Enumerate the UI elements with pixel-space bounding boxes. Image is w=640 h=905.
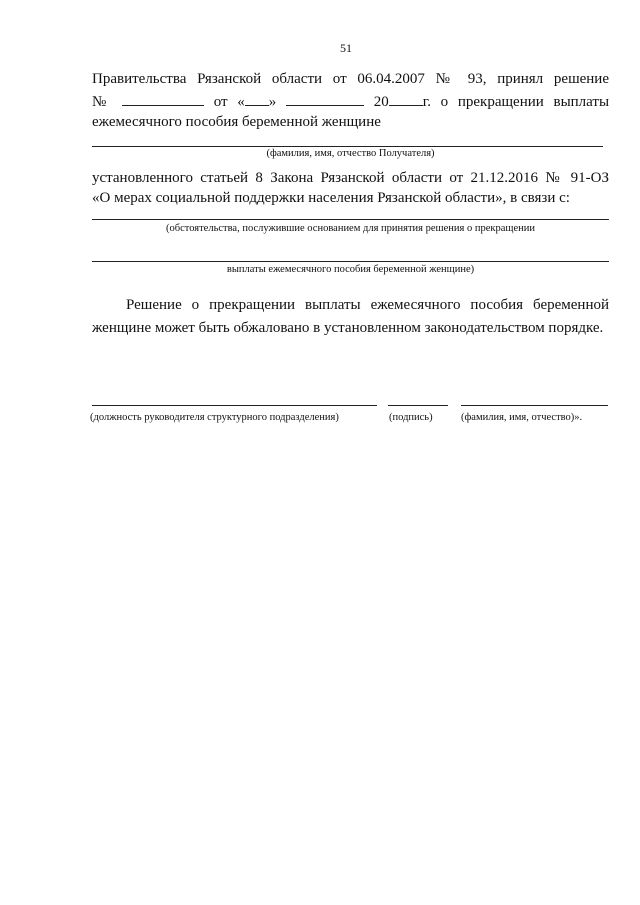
reason-line-1 bbox=[92, 219, 609, 220]
day-blank bbox=[245, 92, 269, 106]
caption-signature: (подпись) bbox=[389, 412, 433, 423]
caption-recipient: (фамилия, имя, отчество Получателя) bbox=[266, 148, 435, 159]
signature-line bbox=[388, 405, 448, 406]
paragraph3-line1: Решение о прекращении выплаты ежемесячного пособия беременной bbox=[126, 297, 609, 313]
from-label: от bbox=[213, 94, 228, 110]
reason-line-2 bbox=[92, 261, 609, 262]
year-prefix: 20 bbox=[373, 94, 389, 110]
year-blank bbox=[389, 92, 423, 106]
position-line bbox=[92, 405, 377, 406]
decision-number-blank bbox=[122, 92, 204, 106]
number-sign: № bbox=[92, 94, 113, 110]
caption-position: (должность руководителя структурного подразделения) bbox=[90, 412, 339, 423]
caption-reason-1: (обстоятельства, послужившие основанием для принятия решения о прекращении bbox=[166, 223, 535, 234]
month-blank bbox=[286, 92, 364, 106]
quote-close: » bbox=[268, 94, 277, 110]
paragraph1-line3: ежемесячного пособия беременной женщине bbox=[92, 114, 381, 130]
page-number: 51 bbox=[340, 41, 352, 55]
paragraph2-line2: «О мерах социальной поддержки населения Рязанской области», в связи с: bbox=[92, 190, 570, 206]
name-line bbox=[461, 405, 608, 406]
recipient-name-line bbox=[92, 146, 603, 147]
quote-open: « bbox=[237, 94, 245, 110]
paragraph1-line1: Правительства Рязанской области от 06.04.2007 № 93, принял решение bbox=[92, 71, 609, 87]
paragraph1-line2-rest: г. о прекращении выплаты bbox=[422, 94, 610, 110]
paragraph3-line2: женщине может быть обжаловано в установленном законодательством порядке. bbox=[92, 320, 604, 336]
caption-name: (фамилия, имя, отчество)». bbox=[461, 412, 583, 423]
caption-reason-2: выплаты ежемесячного пособия беременной женщине) bbox=[226, 264, 475, 275]
paragraph2-line1: установленного статьей 8 Закона Рязанской области от 21.12.2016 № 91-ОЗ bbox=[92, 170, 609, 186]
paragraph1-line2 bbox=[92, 92, 609, 111]
